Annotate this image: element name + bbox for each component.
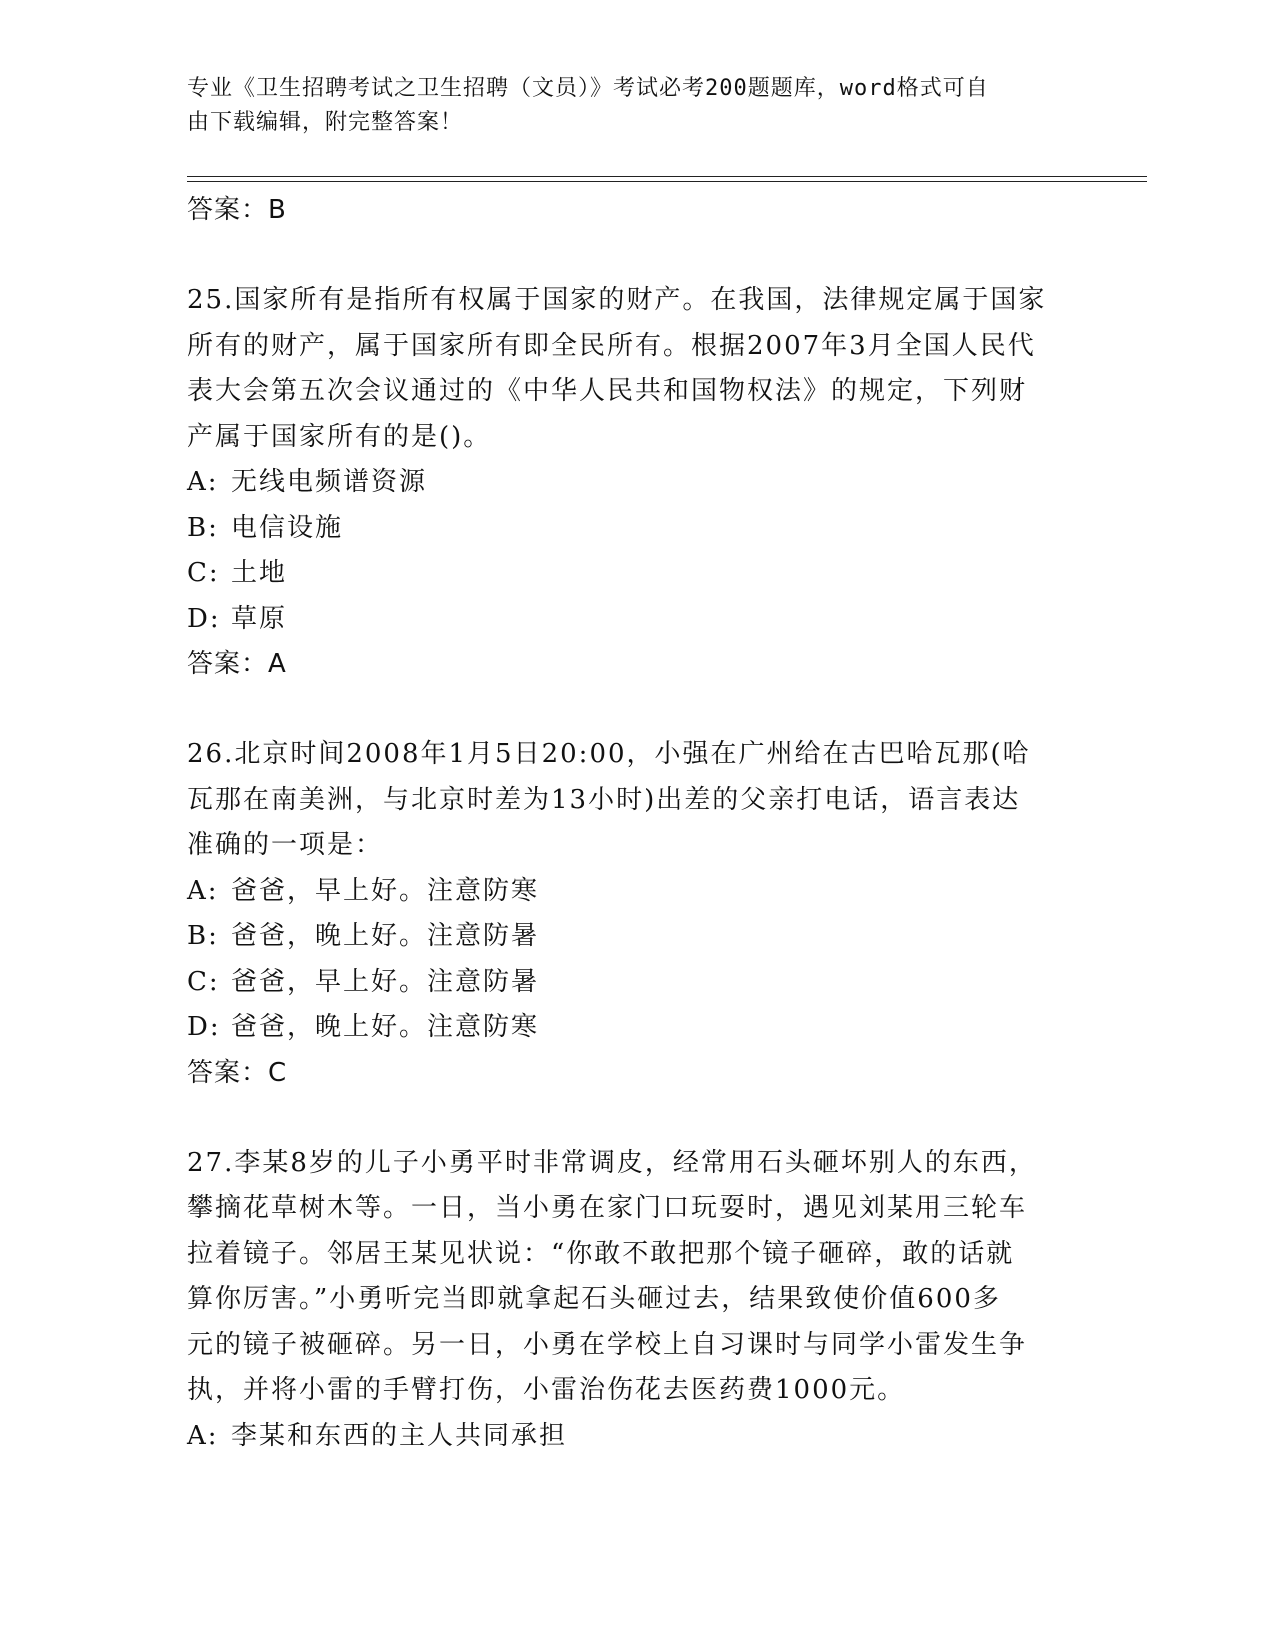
option-a xyxy=(187,1414,1087,1460)
option-c xyxy=(187,551,1087,597)
question-26 xyxy=(187,732,1087,1095)
question-line: 表大会第五次会议通过的《中华人民共和国物权法》的规定，下列财 xyxy=(187,376,1028,406)
question-line: 25.国家所有是指所有权属于国家的财产。在我国，法律规定属于国家 xyxy=(187,285,1047,315)
question-25 xyxy=(187,278,1087,686)
spacer xyxy=(187,686,1087,732)
option-key: C: xyxy=(187,966,220,997)
option-key: D: xyxy=(187,603,221,634)
option-text: 爸爸，早上好。注意防寒 xyxy=(231,875,540,906)
spacer xyxy=(187,232,1087,278)
answer: 答案：C xyxy=(187,1057,288,1088)
question-line: 27.李某8岁的儿子小勇平时非常调皮，经常用石头砸坏别人的东西， xyxy=(187,1147,1037,1178)
option-text: 土地 xyxy=(231,558,288,588)
question-line: 26.北京时间2008年1月5日20:00，小强在广州给在古巴哈瓦那(哈 xyxy=(187,739,1031,769)
question-line: 拉着镜子。邻居王某见状说：“你敢不敢把那个镜子砸碎，敢的话就 xyxy=(187,1238,1015,1269)
question-line: 算你厉害。”小勇听完当即就拿起石头砸过去，结果致使价值600多 xyxy=(187,1284,1001,1314)
question-line: 元的镜子被砸碎。另一日，小勇在学校上自习课时与同学小雷发生争 xyxy=(187,1329,1028,1360)
question-line: 攀摘花草树木等。一日，当小勇在家门口玩耍时，遇见刘某用三轮车 xyxy=(187,1193,1028,1223)
option-text: 爸爸，早上好。注意防暑 xyxy=(231,966,540,997)
header-line-1: 专业《卫生招聘考试之卫生招聘（文员）》考试必考200题题库，word格式可自 xyxy=(187,76,989,101)
answer-prev: 答案：B xyxy=(187,195,287,225)
question-line: 产属于国家所有的是()。 xyxy=(187,421,492,452)
question-line: 瓦那在南美洲，与北京时差为13小时)出差的父亲打电话，语言表达 xyxy=(187,784,1021,815)
option-key: B: xyxy=(187,921,219,951)
question-line: 所有的财产，属于国家所有即全民所有。根据2007年3月全国人民代 xyxy=(187,330,1036,361)
question-text xyxy=(187,1141,1087,1414)
question-line: 准确的一项是： xyxy=(187,830,384,860)
option-key: A: xyxy=(187,1420,219,1451)
option-key: B: xyxy=(187,512,219,543)
option-b xyxy=(187,914,1087,960)
option-key: A: xyxy=(187,875,219,906)
option-text: 无线电频谱资源 xyxy=(231,467,428,497)
option-c xyxy=(187,960,1087,1006)
header-line-2: 由下载编辑，附完整答案！ xyxy=(187,110,464,135)
question-27 xyxy=(187,1141,1087,1460)
option-a xyxy=(187,460,1087,506)
spacer xyxy=(187,1095,1087,1141)
option-text: 李某和东西的主人共同承担 xyxy=(231,1420,568,1451)
option-key: A: xyxy=(187,467,219,497)
content xyxy=(187,188,1087,1459)
option-d xyxy=(187,597,1087,643)
header-rule-bottom xyxy=(187,181,1147,182)
question-text xyxy=(187,732,1087,869)
option-text: 爸爸，晚上好。注意防暑 xyxy=(231,921,540,951)
option-a xyxy=(187,869,1087,915)
answer: 答案：A xyxy=(187,649,287,679)
option-key: C: xyxy=(187,558,220,588)
option-b xyxy=(187,506,1087,552)
question-text xyxy=(187,278,1087,460)
option-text: 草原 xyxy=(231,603,288,634)
option-text: 爸爸，晚上好。注意防寒 xyxy=(231,1012,540,1042)
header-rule-top xyxy=(187,176,1147,177)
question-line: 执，并将小雷的手臂打伤，小雷治伤花去医药费1000元。 xyxy=(187,1375,906,1405)
option-text: 电信设施 xyxy=(231,512,344,543)
page-header xyxy=(187,72,1087,140)
option-d xyxy=(187,1005,1087,1051)
option-key: D: xyxy=(187,1012,221,1042)
